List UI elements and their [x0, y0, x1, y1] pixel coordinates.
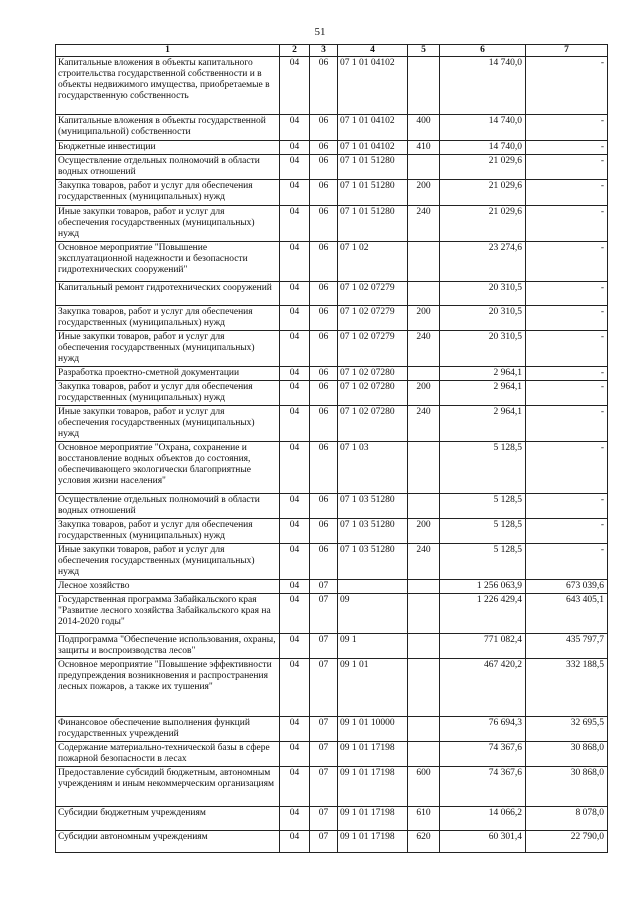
table-row	[56, 206, 608, 242]
row-section-code: 04	[280, 519, 310, 544]
row-expense-type	[408, 442, 440, 494]
row-expense-type	[408, 742, 440, 767]
header-cell: 2	[280, 45, 310, 57]
row-name: Иные закупки товаров, работ и услуг для обеспечения государственных (муниципальных) нужд	[56, 406, 280, 442]
row-target-code: 09 1	[338, 634, 408, 659]
row-section-code: 04	[280, 180, 310, 206]
row-target-code: 07 1 01 04102	[338, 57, 408, 115]
row-section-code: 04	[280, 206, 310, 242]
row-subsection-code: 07	[310, 742, 338, 767]
header-row	[56, 45, 608, 57]
row-target-code: 09 1 01	[338, 659, 408, 717]
row-target-code: 07 1 03 51280	[338, 519, 408, 544]
row-subsection-code: 06	[310, 544, 338, 580]
row-amount-1: 5 128,5	[440, 442, 526, 494]
row-name: Иные закупки товаров, работ и услуг для обеспечения государственных (муниципальных) нужд	[56, 544, 280, 580]
table-row	[56, 180, 608, 206]
row-section-code: 04	[280, 580, 310, 594]
row-subsection-code: 06	[310, 331, 338, 367]
row-subsection-code: 07	[310, 594, 338, 634]
row-target-code: 07 1 01 04102	[338, 115, 408, 141]
row-subsection-code: 06	[310, 242, 338, 282]
row-amount-2: -	[526, 331, 608, 367]
row-subsection-code: 06	[310, 57, 338, 115]
row-amount-2: -	[526, 442, 608, 494]
row-target-code: 07 1 03	[338, 442, 408, 494]
row-amount-2: -	[526, 155, 608, 180]
row-subsection-code: 07	[310, 717, 338, 742]
row-name: Закупка товаров, работ и услуг для обеспечения государственных (муниципальных) нужд	[56, 180, 280, 206]
table-body	[56, 57, 608, 853]
row-section-code: 04	[280, 544, 310, 580]
row-name: Содержание материально-технической базы в сфере пожарной безопасности в лесах	[56, 742, 280, 767]
row-expense-type: 620	[408, 831, 440, 853]
row-section-code: 04	[280, 742, 310, 767]
row-name: Основное мероприятие "Повышение эксплуатационной надежности и безопасности гидротехнических сооружений"	[56, 242, 280, 282]
row-amount-1: 5 128,5	[440, 519, 526, 544]
row-amount-2: -	[526, 519, 608, 544]
header-cell: 7	[526, 45, 608, 57]
row-subsection-code: 07	[310, 659, 338, 717]
row-subsection-code: 06	[310, 180, 338, 206]
row-section-code: 04	[280, 155, 310, 180]
row-target-code: 07 1 01 51280	[338, 155, 408, 180]
row-amount-1: 14 740,0	[440, 57, 526, 115]
row-name: Основное мероприятие "Повышение эффективности предупреждения возникновения и распространения лесных пожаров, а также их тушения"	[56, 659, 280, 717]
table-row	[56, 331, 608, 367]
row-section-code: 04	[280, 282, 310, 306]
row-section-code: 04	[280, 494, 310, 519]
row-amount-2: -	[526, 206, 608, 242]
row-section-code: 04	[280, 767, 310, 807]
row-subsection-code: 06	[310, 282, 338, 306]
row-subsection-code: 06	[310, 206, 338, 242]
row-target-code: 09 1 01 17198	[338, 831, 408, 853]
row-section-code: 04	[280, 115, 310, 141]
table-row	[56, 306, 608, 331]
table-row	[56, 367, 608, 381]
row-section-code: 04	[280, 141, 310, 155]
row-amount-1: 23 274,6	[440, 242, 526, 282]
row-expense-type	[408, 282, 440, 306]
row-amount-1: 74 367,6	[440, 767, 526, 807]
row-name: Государственная программа Забайкальского края "Развитие лесного хозяйства Забайкальского края на 2014-2020 годы"	[56, 594, 280, 634]
row-subsection-code: 06	[310, 306, 338, 331]
table-row	[56, 519, 608, 544]
row-subsection-code: 06	[310, 141, 338, 155]
row-subsection-code: 07	[310, 580, 338, 594]
row-expense-type: 200	[408, 519, 440, 544]
row-subsection-code: 06	[310, 442, 338, 494]
row-name: Иные закупки товаров, работ и услуг для обеспечения государственных (муниципальных) нужд	[56, 331, 280, 367]
row-amount-1: 21 029,6	[440, 206, 526, 242]
row-amount-2: -	[526, 367, 608, 381]
header-cell: 5	[408, 45, 440, 57]
row-amount-2: 30 868,0	[526, 742, 608, 767]
row-amount-2: -	[526, 381, 608, 406]
row-section-code: 04	[280, 367, 310, 381]
row-subsection-code: 07	[310, 831, 338, 853]
row-amount-1: 21 029,6	[440, 180, 526, 206]
row-section-code: 04	[280, 634, 310, 659]
row-name: Лесное хозяйство	[56, 580, 280, 594]
row-target-code: 09 1 01 17198	[338, 742, 408, 767]
row-expense-type	[408, 717, 440, 742]
row-target-code: 07 1 02	[338, 242, 408, 282]
row-target-code: 07 1 02 07280	[338, 367, 408, 381]
row-section-code: 04	[280, 594, 310, 634]
row-subsection-code: 07	[310, 807, 338, 831]
row-expense-type	[408, 494, 440, 519]
row-target-code: 07 1 01 04102	[338, 141, 408, 155]
row-target-code: 07 1 02 07280	[338, 406, 408, 442]
row-expense-type: 240	[408, 206, 440, 242]
row-name: Иные закупки товаров, работ и услуг для обеспечения государственных (муниципальных) нужд	[56, 206, 280, 242]
budget-table	[55, 44, 608, 853]
row-expense-type	[408, 367, 440, 381]
row-subsection-code: 06	[310, 406, 338, 442]
row-expense-type: 240	[408, 331, 440, 367]
row-target-code: 07 1 02 07279	[338, 306, 408, 331]
table-row	[56, 115, 608, 141]
row-expense-type	[408, 57, 440, 115]
row-section-code: 04	[280, 381, 310, 406]
row-amount-1: 76 694,3	[440, 717, 526, 742]
table-row	[56, 282, 608, 306]
header-cell: 6	[440, 45, 526, 57]
row-amount-2: 30 868,0	[526, 767, 608, 807]
row-amount-1: 467 420,2	[440, 659, 526, 717]
row-expense-type	[408, 580, 440, 594]
table-row	[56, 580, 608, 594]
row-name: Субсидии бюджетным учреждениям	[56, 807, 280, 831]
row-amount-1: 1 256 063,9	[440, 580, 526, 594]
row-amount-2: 435 797,7	[526, 634, 608, 659]
row-amount-1: 20 310,5	[440, 306, 526, 331]
row-name: Закупка товаров, работ и услуг для обеспечения государственных (муниципальных) нужд	[56, 306, 280, 331]
row-section-code: 04	[280, 717, 310, 742]
row-amount-2: 22 790,0	[526, 831, 608, 853]
page-number: 51	[314, 26, 326, 38]
row-section-code: 04	[280, 659, 310, 717]
row-expense-type: 240	[408, 544, 440, 580]
row-section-code: 04	[280, 331, 310, 367]
row-amount-2: 32 695,5	[526, 717, 608, 742]
row-name: Осуществление отдельных полномочий в области водных отношений	[56, 494, 280, 519]
row-amount-1: 60 301,4	[440, 831, 526, 853]
row-expense-type	[408, 594, 440, 634]
row-amount-2: 332 188,5	[526, 659, 608, 717]
row-target-code: 07 1 03 51280	[338, 544, 408, 580]
row-subsection-code: 06	[310, 381, 338, 406]
row-amount-2: -	[526, 180, 608, 206]
table-row	[56, 807, 608, 831]
row-amount-2: -	[526, 141, 608, 155]
row-amount-1: 20 310,5	[440, 331, 526, 367]
row-amount-2: -	[526, 406, 608, 442]
table-row	[56, 155, 608, 180]
row-amount-1: 20 310,5	[440, 282, 526, 306]
row-amount-2: 643 405,1	[526, 594, 608, 634]
row-section-code: 04	[280, 807, 310, 831]
row-subsection-code: 06	[310, 115, 338, 141]
table-row	[56, 242, 608, 282]
row-section-code: 04	[280, 442, 310, 494]
table-row	[56, 742, 608, 767]
row-amount-1: 5 128,5	[440, 544, 526, 580]
row-target-code: 09 1 01 17198	[338, 807, 408, 831]
row-amount-1: 5 128,5	[440, 494, 526, 519]
row-expense-type: 400	[408, 115, 440, 141]
row-subsection-code: 07	[310, 634, 338, 659]
row-amount-2: -	[526, 282, 608, 306]
row-section-code: 04	[280, 242, 310, 282]
row-amount-1: 21 029,6	[440, 155, 526, 180]
row-name: Осуществление отдельных полномочий в области водных отношений	[56, 155, 280, 180]
table-row	[56, 381, 608, 406]
row-target-code: 09 1 01 10000	[338, 717, 408, 742]
row-target-code	[338, 580, 408, 594]
row-name: Капитальные вложения в объекты государственной (муниципальной) собственности	[56, 115, 280, 141]
row-expense-type: 610	[408, 807, 440, 831]
row-expense-type: 410	[408, 141, 440, 155]
row-amount-1: 14 066,2	[440, 807, 526, 831]
row-amount-1: 74 367,6	[440, 742, 526, 767]
row-amount-1: 2 964,1	[440, 406, 526, 442]
row-expense-type: 240	[408, 406, 440, 442]
row-name: Капитальный ремонт гидротехнических сооружений	[56, 282, 280, 306]
table-row	[56, 494, 608, 519]
table-row	[56, 767, 608, 807]
row-section-code: 04	[280, 831, 310, 853]
table-row	[56, 659, 608, 717]
header-cell: 3	[310, 45, 338, 57]
row-subsection-code: 06	[310, 155, 338, 180]
row-section-code: 04	[280, 57, 310, 115]
row-name: Субсидии автономным учреждениям	[56, 831, 280, 853]
row-subsection-code: 06	[310, 367, 338, 381]
row-expense-type: 600	[408, 767, 440, 807]
row-target-code: 09	[338, 594, 408, 634]
table-row	[56, 57, 608, 115]
row-amount-2: -	[526, 544, 608, 580]
row-name: Капитальные вложения в объекты капитального строительства государственной собственности и в объекты недвижимого имущества, приобретаемые в государственную собственность	[56, 57, 280, 115]
header-cell: 4	[338, 45, 408, 57]
row-amount-2: -	[526, 494, 608, 519]
row-name: Закупка товаров, работ и услуг для обеспечения государственных (муниципальных) нужд	[56, 519, 280, 544]
row-expense-type: 200	[408, 381, 440, 406]
row-amount-1: 1 226 429,4	[440, 594, 526, 634]
row-target-code: 07 1 01 51280	[338, 180, 408, 206]
header-cell: 1	[56, 45, 280, 57]
row-expense-type	[408, 242, 440, 282]
row-target-code: 07 1 02 07279	[338, 282, 408, 306]
table-row	[56, 544, 608, 580]
table-row	[56, 831, 608, 853]
table-row	[56, 442, 608, 494]
row-subsection-code: 06	[310, 494, 338, 519]
row-amount-2: 8 078,0	[526, 807, 608, 831]
row-amount-2: 673 039,6	[526, 580, 608, 594]
row-name: Финансовое обеспечение выполнения функций государственных учреждений	[56, 717, 280, 742]
row-name: Разработка проектно-сметной документации	[56, 367, 280, 381]
row-section-code: 04	[280, 406, 310, 442]
table-row	[56, 406, 608, 442]
row-target-code: 07 1 02 07279	[338, 331, 408, 367]
row-target-code: 07 1 01 51280	[338, 206, 408, 242]
row-expense-type	[408, 634, 440, 659]
row-name: Основное мероприятие "Охрана, сохранение и восстановление водных объектов до состояния, обеспечивающего экологически благоприятные условия жизни населения"	[56, 442, 280, 494]
row-name: Предоставление субсидий бюджетным, автономным учреждениям и иным некоммерческим организациям	[56, 767, 280, 807]
row-amount-2: -	[526, 57, 608, 115]
row-target-code: 07 1 02 07280	[338, 381, 408, 406]
table-row	[56, 634, 608, 659]
row-expense-type	[408, 155, 440, 180]
row-name: Закупка товаров, работ и услуг для обеспечения государственных (муниципальных) нужд	[56, 381, 280, 406]
row-expense-type	[408, 659, 440, 717]
row-target-code: 09 1 01 17198	[338, 767, 408, 807]
row-expense-type: 200	[408, 306, 440, 331]
table-row	[56, 717, 608, 742]
row-amount-2: -	[526, 306, 608, 331]
row-amount-2: -	[526, 115, 608, 141]
table-row	[56, 594, 608, 634]
row-name: Подпрограмма "Обеспечение использования, охраны, защиты и воспроизводства лесов"	[56, 634, 280, 659]
row-name: Бюджетные инвестиции	[56, 141, 280, 155]
table-row	[56, 141, 608, 155]
row-amount-1: 771 082,4	[440, 634, 526, 659]
row-amount-2: -	[526, 242, 608, 282]
row-subsection-code: 06	[310, 519, 338, 544]
row-section-code: 04	[280, 306, 310, 331]
row-amount-1: 14 740,0	[440, 141, 526, 155]
row-target-code: 07 1 03 51280	[338, 494, 408, 519]
row-amount-1: 14 740,0	[440, 115, 526, 141]
row-amount-1: 2 964,1	[440, 381, 526, 406]
row-expense-type: 200	[408, 180, 440, 206]
row-subsection-code: 07	[310, 767, 338, 807]
row-amount-1: 2 964,1	[440, 367, 526, 381]
